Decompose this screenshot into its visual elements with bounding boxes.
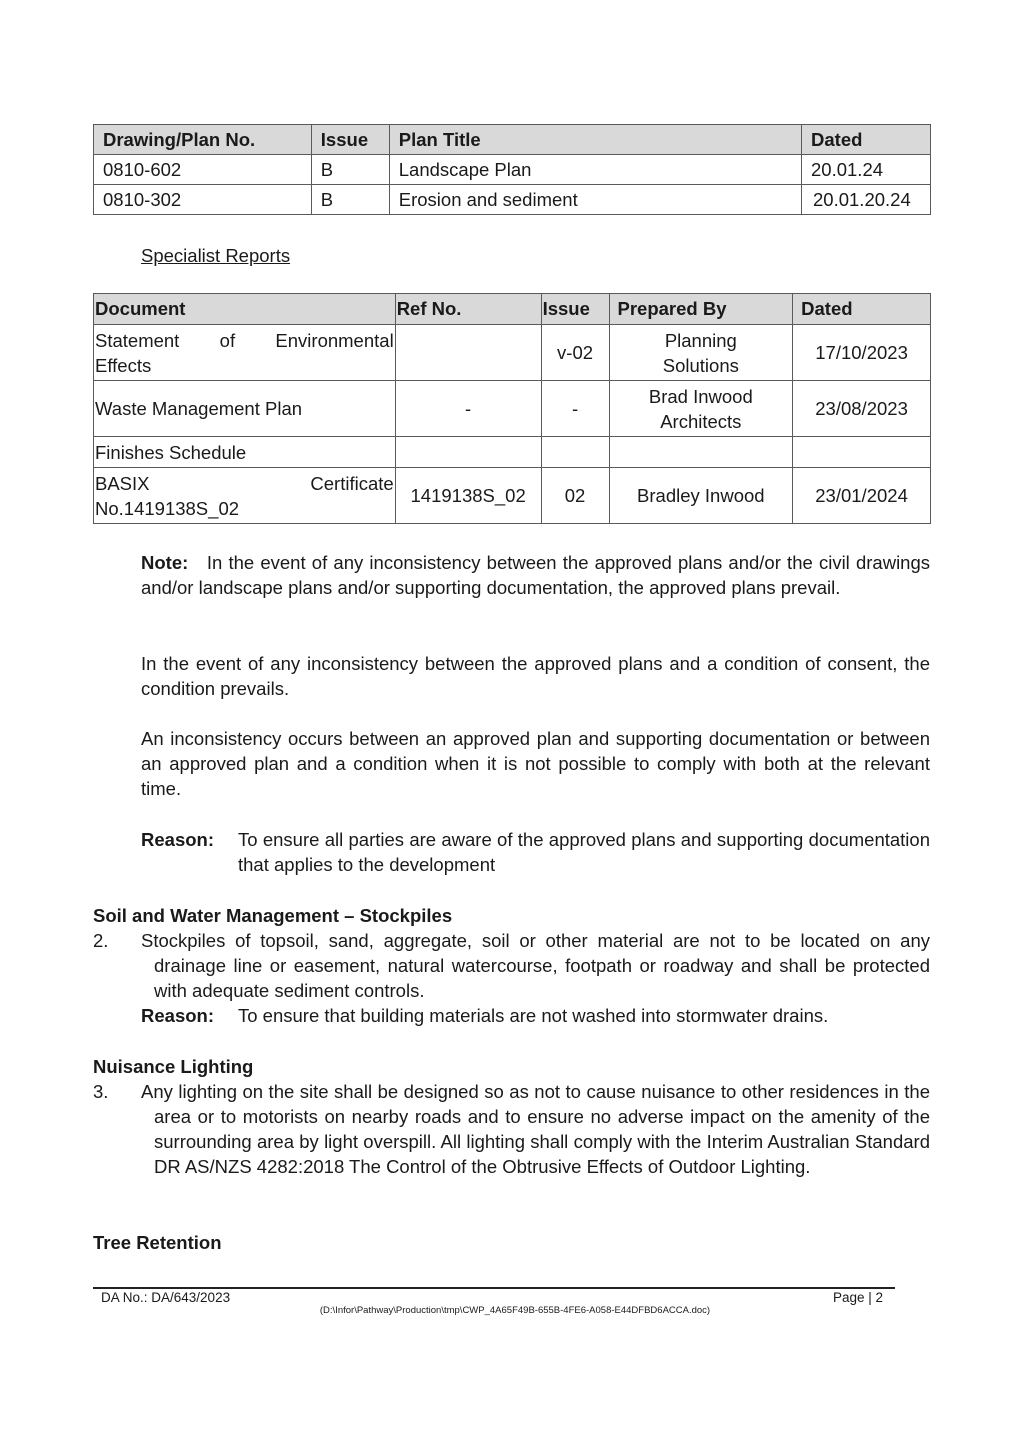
cell-plan-no: 0810-302: [94, 185, 312, 215]
soil-water-text: Stockpiles of topsoil, sand, aggregate, soil or other material are not to be located on any drainage line or easement, natural watercourse, footpath or roadway and shall be protected with adequate sediment controls.: [141, 930, 930, 1001]
table-row: [94, 381, 931, 437]
note-paragraph-2: In the event of any inconsistency between the approved plans and a condition of consent, the condition prevails.: [141, 653, 930, 699]
cell-dated: 23/01/2024: [793, 468, 931, 524]
nuisance-lighting-heading: Nuisance Lighting: [93, 1056, 254, 1077]
cell-issue: v-02: [541, 325, 609, 381]
header-document: Document: [94, 294, 396, 325]
word: BASIX: [95, 472, 150, 494]
cell-prepared-by: Bradley Inwood: [609, 468, 793, 524]
soil-reason-text: To ensure that building materials are not washed into stormwater drains.: [238, 1005, 829, 1026]
cell-ref-no: [395, 437, 541, 468]
soil-reason-label: Reason:: [141, 1005, 214, 1026]
word: Certificate: [310, 472, 394, 494]
specialist-reports-heading: Specialist Reports: [141, 245, 291, 266]
header-dated: Dated: [793, 294, 931, 325]
cell-plan-title: Erosion and sediment: [389, 185, 801, 215]
header-drawing-plan-no: Drawing/Plan No.: [94, 125, 312, 155]
prepared-line-2: Architects: [660, 410, 742, 432]
word: of: [219, 329, 236, 351]
cell-plan-title: Landscape Plan: [389, 155, 801, 185]
table-header-row: [94, 125, 931, 155]
note-text: In the event of any inconsistency between the approved plans and/or the civil drawings and/or landscape plans and/or supporting documentation, the approved plans prevail.: [141, 552, 931, 598]
header-issue: Issue: [541, 294, 609, 325]
table-header-row: [94, 294, 931, 325]
tree-retention-heading: Tree Retention: [93, 1232, 222, 1253]
condition-number-2: 2.: [93, 930, 109, 951]
document-line-1: [95, 471, 394, 496]
document-line-1: [95, 328, 394, 353]
word: Environmental: [275, 329, 394, 351]
header-ref-no: Ref No.: [395, 294, 541, 325]
cell-ref-no: [395, 325, 541, 381]
note-paragraph-1: [141, 550, 930, 600]
cell-prepared-by: [609, 325, 793, 381]
table-row: [94, 437, 931, 468]
cell-document: [94, 325, 396, 381]
table-row: [94, 468, 931, 524]
note-reason-text: To ensure all parties are aware of the approved plans and supporting documentation that applies to the development: [238, 829, 930, 875]
note-label: Note:: [141, 552, 189, 573]
cell-document: Waste Management Plan: [94, 381, 396, 437]
cell-document: [94, 468, 396, 524]
cell-prepared-by: [609, 437, 793, 468]
table-row: [94, 185, 931, 215]
cell-issue: 02: [541, 468, 609, 524]
cell-ref-no: 1419138S_02: [395, 468, 541, 524]
word: Statement: [95, 329, 180, 351]
approved-plans-table: [93, 124, 931, 215]
table-row: [94, 325, 931, 381]
header-issue: Issue: [311, 125, 389, 155]
cell-issue: -: [541, 381, 609, 437]
cell-issue: B: [311, 155, 389, 185]
header-plan-title: Plan Title: [389, 125, 801, 155]
cell-dated: 20.01.24: [802, 155, 931, 185]
soil-water-heading: Soil and Water Management – Stockpiles: [93, 905, 453, 926]
condition-number-3: 3.: [93, 1081, 109, 1102]
footer-page-number: Page | 2: [833, 1290, 884, 1305]
footer-divider: [93, 1287, 895, 1289]
cell-ref-no: -: [395, 381, 541, 437]
cell-issue: [541, 437, 609, 468]
document-line-2: Effects: [95, 354, 152, 376]
table-row: [94, 155, 931, 185]
prepared-line-1: Brad Inwood: [648, 385, 753, 407]
prepared-line-1: Planning: [664, 329, 737, 351]
cell-dated: 23/08/2023: [793, 381, 931, 437]
note-reason-label: Reason:: [141, 829, 214, 850]
document-line-2: No.1419138S_02: [95, 497, 240, 519]
cell-issue: B: [311, 185, 389, 215]
cell-dated: [793, 437, 931, 468]
cell-prepared-by: [609, 381, 793, 437]
cell-document: Finishes Schedule: [94, 437, 396, 468]
header-prepared-by: Prepared By: [609, 294, 793, 325]
footer-da-number: DA No.: DA/643/2023: [101, 1290, 231, 1305]
cell-dated: 20.01.20.24: [802, 185, 931, 215]
prepared-line-2: Solutions: [662, 354, 739, 376]
header-dated: Dated: [802, 125, 931, 155]
cell-plan-no: 0810-602: [94, 155, 312, 185]
note-paragraph-3: An inconsistency occurs between an approved plan and supporting documentation or between an approved plan and a condition when it is not possible to comply with both at the relevant time.: [141, 728, 930, 799]
cell-dated: 17/10/2023: [793, 325, 931, 381]
nuisance-lighting-text: Any lighting on the site shall be designed so as not to cause nuisance to other residences in the area or to motorists on nearby roads and to ensure no adverse impact on the amenity of the surrounding area by light overspill. All lighting shall comply with the Interim Australian Standard DR AS/NZS 4282:2018 The Control of the Obtrusive Effects of Outdoor Lighting.: [141, 1081, 930, 1177]
footer-file-path: (D:\Infor\Pathway\Production\tmp\CWP_4A65F49B-655B-4FE6-A058-E44DFBD6ACCA.doc): [319, 1305, 711, 1316]
specialist-reports-table: [93, 293, 931, 524]
